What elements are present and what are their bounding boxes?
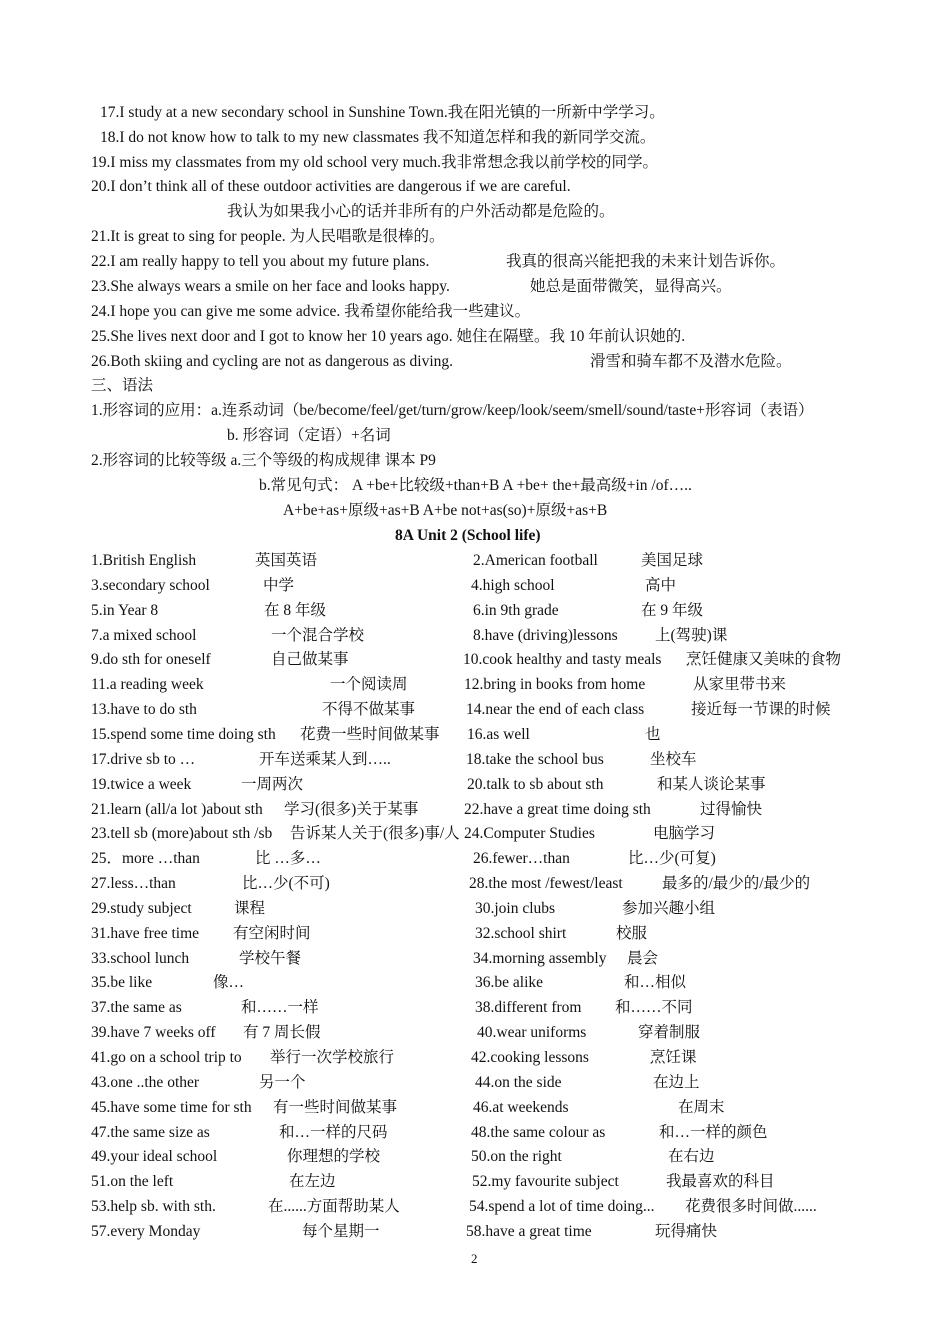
vocab-english-left: 57.every Monday [91,1222,201,1240]
vocab-english-right: 12.bring in books from home [464,676,646,694]
vocab-chinese-left: 举行一次学校旅行 [270,1049,395,1066]
vocab-english-left: 23.tell sb (more)about sth /sb [91,825,273,843]
vocab-chinese-right: 花费很多时间做...... [685,1198,817,1216]
vocab-chinese-left: 和……一样 [241,999,319,1017]
vocab-chinese-left: 有一些时间做某事 [273,1098,398,1116]
vocab-chinese-left: 在 8 年级 [264,601,327,619]
vocab-chinese-left: 在左边 [289,1173,336,1191]
sentence-23-translation: 她总是面带微笑，显得高兴。 [530,278,732,295]
vocab-english-right: 20.talk to sb about sth [467,775,604,793]
vocab-english-left: 29.study subject [91,899,192,917]
vocab-chinese-left: 花费一些时间做某事 [300,725,440,743]
vocab-english-right: 30.join clubs [475,899,556,917]
vocab-english-right: 46.at weekends [473,1098,569,1116]
vocab-chinese-left: 你理想的学校 [287,1148,381,1166]
sentence-20-translation: 我认为如果我小心的话并非所有的户外活动都是危险的。 [227,203,615,220]
vocab-chinese-left: 一个阅读周 [330,676,408,694]
vocab-english-left: 31.have free time [91,924,200,942]
vocab-chinese-right: 和…一样的颜色 [659,1123,768,1141]
vocab-english-right: 2.American football [473,552,598,569]
vocab-chinese-left: 学校午餐 [239,949,302,967]
unit-title: 8A Unit 2 (School life) [395,527,541,544]
vocab-chinese-left: 不得不做某事 [322,701,416,719]
vocab-chinese-right: 和…相似 [624,974,687,992]
vocab-english-right: 10.cook healthy and tasty meals [463,651,662,669]
vocab-chinese-right: 接近每一节课的时候 [691,701,831,719]
vocab-english-left: 45.have some time for sth [91,1098,252,1116]
vocab-chinese-left: 比…少(不可) [242,875,330,893]
grammar-line-3: 2.形容词的比较等级 a.三个等级的构成规律 课本 P9 [91,452,436,469]
vocab-chinese-right: 过得愉快 [700,800,763,818]
vocab-english-right: 18.take the school bus [466,750,604,768]
vocab-chinese-right: 和某人谈论某事 [657,775,766,793]
vocab-chinese-right: 电脑学习 [653,825,716,843]
vocab-chinese-right: 高中 [645,576,677,594]
vocab-english-left: 19.twice a week [91,775,192,793]
vocab-english-left: 37.the same as [91,999,182,1017]
grammar-line-1: 1.形容词的应用：a.连系动词（be/become/feel/get/turn/grow/keep/look/seem/smell/sound/taste+形容词（表语） [91,402,814,419]
vocab-chinese-left: 一个混合学校 [271,626,365,644]
vocab-english-right: 32.school shirt [475,924,567,942]
vocab-english-left: 53.help sb. with sth. [91,1198,216,1216]
sentence-26: 26.Both skiing and cycling are not as dangerous as diving. [91,353,454,370]
vocab-english-right: 34.morning assembly [473,949,607,967]
vocab-chinese-right: 在右边 [668,1148,715,1166]
sentence-23: 23.She always wears a smile on her face and looks happy. [91,278,450,295]
vocab-english-right: 24.Computer Studies [464,825,595,843]
vocab-chinese-right: 坐校车 [650,750,697,768]
vocab-english-left: 21.learn (all/a lot )about sth [91,800,263,818]
vocab-english-right: 44.on the side [475,1073,562,1091]
vocab-chinese-left: 有空闲时间 [233,924,311,942]
vocab-english-left: 51.on the left [91,1173,174,1191]
vocab-english-right: 16.as well [467,725,530,743]
vocab-english-right: 14.near the end of each class [466,701,645,719]
vocab-chinese-right: 在周末 [678,1098,725,1116]
vocab-english-right: 58.have a great time [466,1222,592,1240]
vocab-chinese-left: 中学 [263,576,295,594]
vocab-chinese-right: 我最喜欢的科目 [666,1173,775,1191]
vocab-english-left: 25．more …than [91,850,200,868]
vocab-english-left: 7.a mixed school [91,626,197,644]
vocab-chinese-left: 开车送乘某人到….. [259,750,391,768]
vocab-english-right: 36.be alike [475,974,544,992]
sentence-22: 22.I am really happy to tell you about my future plans. [91,253,430,270]
vocab-english-right: 48.the same colour as [471,1123,606,1141]
vocab-chinese-left: 比 …多… [255,850,321,868]
sentence-21: 21.It is great to sing for people. 为人民唱歌是很棒的。 [91,228,445,245]
sentence-18: 18.I do not know how to talk to my new classmates 我不知道怎样和我的新同学交流。 [100,129,656,146]
vocab-chinese-left: 告诉某人关于(很多)事/人 [290,825,460,843]
vocab-english-right: 26.fewer…than [473,850,570,868]
sentence-25: 25.She lives next door and I got to know her 10 years ago. 她住在隔壁。我 10 年前认识她的. [91,328,686,345]
vocab-chinese-left: 英国英语 [255,552,318,569]
vocab-english-left: 5.in Year 8 [91,601,159,619]
vocab-chinese-right: 比…少(可复) [628,850,716,868]
vocab-english-left: 43.one ..the other [91,1073,200,1091]
sentence-24: 24.I hope you can give me some advice. 我希望你能给我一些建议。 [91,303,531,320]
vocab-english-left: 27.less…than [91,875,176,893]
sentence-17: 17.I study at a new secondary school in Sunshine Town.我在阳光镇的一所新中学学习。 [100,104,665,121]
vocab-chinese-right: 烹饪健康又美味的食物 [686,651,842,669]
vocab-chinese-left: 自己做某事 [271,651,349,669]
vocab-english-left: 47.the same size as [91,1123,210,1141]
vocab-english-right: 4.high school [471,576,555,594]
vocab-chinese-left: 学习(很多)关于某事 [284,800,419,818]
vocab-english-right: 28.the most /fewest/least [469,875,623,893]
vocab-chinese-left: 课程 [234,899,266,917]
vocab-english-right: 40.wear uniforms [477,1024,587,1042]
vocab-english-right: 8.have (driving)lessons [473,626,618,644]
vocab-english-right: 50.on the right [471,1148,562,1166]
vocab-chinese-right: 穿着制服 [638,1024,701,1042]
vocab-english-left: 39.have 7 weeks off [91,1024,216,1042]
vocab-chinese-right: 在边上 [653,1073,700,1091]
vocab-chinese-left: 像… [213,974,245,992]
vocab-chinese-right: 烹饪课 [650,1049,697,1066]
sentence-22-translation: 我真的很高兴能把我的未来计划告诉你。 [506,253,786,270]
vocab-chinese-right: 和……不同 [615,999,693,1017]
grammar-line-4: b.常见句式： A +be+比较级+than+B A +be+ the+最高级+in /of….. [259,477,692,494]
vocab-english-right: 38.different from [475,999,582,1017]
vocab-chinese-right: 晨会 [627,949,659,967]
page-number: 2 [471,1251,478,1266]
vocab-chinese-right: 在 9 年级 [641,601,704,619]
vocab-english-right: 22.have a great time doing sth [464,800,651,818]
vocab-english-right: 6.in 9th grade [473,601,559,619]
vocab-chinese-right: 参加兴趣小组 [622,899,716,917]
sentence-20: 20.I don’t think all of these outdoor activities are dangerous if we are careful. [91,178,571,195]
vocab-chinese-left: 有 7 周长假 [243,1024,321,1042]
sentence-19: 19.I miss my classmates from my old school very much.我非常想念我以前学校的同学。 [91,154,658,171]
vocab-english-left: 11.a reading week [91,676,204,694]
vocab-chinese-right: 玩得痛快 [655,1222,718,1240]
sentence-26-translation: 滑雪和骑车都不及潜水危险。 [590,353,792,370]
vocab-english-left: 35.be like [91,974,153,992]
vocab-chinese-right: 美国足球 [641,552,704,569]
vocab-chinese-right: 也 [645,725,661,743]
vocab-english-left: 49.your ideal school [91,1148,218,1166]
vocab-chinese-right: 从家里带书来 [693,676,787,694]
vocab-english-right: 52.my favourite subject [472,1173,619,1191]
vocab-chinese-left: 每个星期一 [302,1222,380,1240]
vocab-english-left: 33.school lunch [91,949,190,967]
vocab-english-left: 17.drive sb to … [91,750,196,768]
vocab-chinese-right: 校服 [616,924,648,942]
vocab-english-left: 13.have to do sth [91,701,197,719]
grammar-line-5: A+be+as+原级+as+B A+be not+as(so)+原级+as+B [283,502,608,519]
vocab-english-right: 54.spend a lot of time doing... [469,1198,655,1216]
vocab-chinese-right: 上(驾驶)课 [655,626,728,644]
vocab-chinese-left: 和…一样的尺码 [279,1123,388,1141]
vocab-chinese-left: 一周两次 [241,775,304,793]
vocab-english-right: 42.cooking lessons [471,1049,589,1066]
vocab-english-left: 41.go on a school trip to [91,1049,242,1066]
vocab-chinese-left: 在......方面帮助某人 [268,1198,400,1216]
vocab-chinese-right: 最多的/最少的/最少的 [662,875,811,893]
vocab-chinese-left: 另一个 [259,1073,306,1091]
grammar-line-2: b. 形容词（定语）+名词 [227,427,391,444]
vocab-english-left: 1.British English [91,552,197,569]
vocab-english-left: 15.spend some time doing sth [91,725,276,743]
vocab-english-left: 9.do sth for oneself [91,651,211,669]
vocab-english-left: 3.secondary school [91,576,210,594]
grammar-heading: 三、语法 [91,377,154,394]
